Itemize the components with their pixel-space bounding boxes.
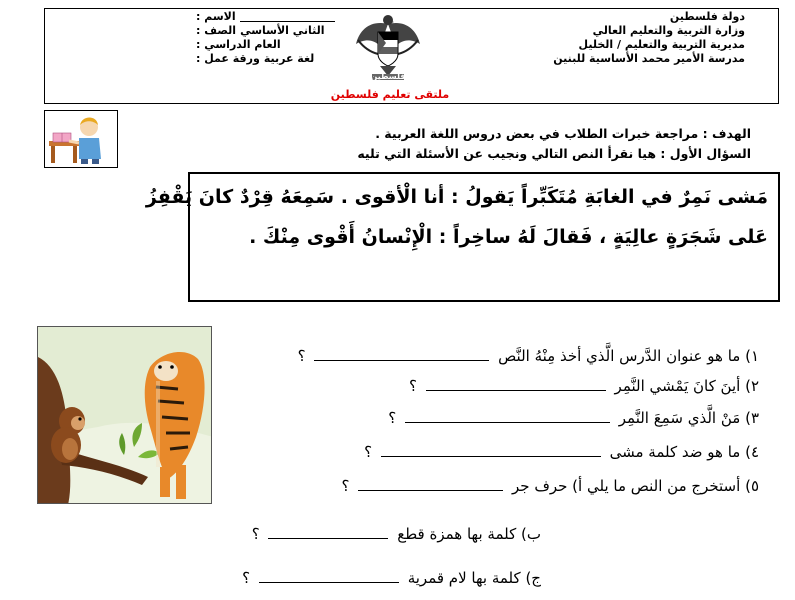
class-label: الصف :	[196, 24, 237, 37]
question-number: ٢)	[745, 377, 759, 395]
question-mark: ؟	[242, 569, 251, 587]
question-text: أستخرج من النص ما يلي أ) حرف جر	[512, 477, 741, 495]
class-value: الثاني الأساسي	[240, 24, 325, 37]
question-mark: ؟	[409, 377, 417, 395]
worksheet-value: لغة عربية	[263, 52, 315, 65]
worksheet-label: ورقة عمل :	[196, 52, 260, 65]
question-mark: ؟	[251, 525, 260, 543]
question-text: كلمة بها لام قمرية	[407, 569, 521, 587]
answer-blank[interactable]	[268, 524, 388, 539]
reading-passage-box	[145, 172, 780, 302]
emblem-caption: فلسطين	[370, 72, 406, 81]
answer-blank[interactable]	[314, 346, 489, 361]
directorate-name: مديرية التربية والتعليم / الخليل	[578, 38, 745, 51]
question-one-text: هيا نقرأ النص التالي ونجيب عن الأسئلة التي تليه	[357, 146, 657, 161]
answer-blank[interactable]	[358, 476, 503, 491]
question-4	[364, 442, 759, 461]
passage-line-2: عَلى شَجَرَةٍ عالِيَةٍ ، فَقالَ لَهُ ساخِراً : الْإِنْسانُ أَقْوى مِنْكَ .	[249, 226, 768, 248]
objective-text: مراجعة خبرات الطلاب في بعض دروس اللغة العربية .	[375, 126, 699, 141]
question-2	[409, 376, 759, 395]
question-mark: ؟	[364, 443, 373, 461]
question-text: أينَ كانَ يَمْشي النَّمِر	[614, 377, 741, 395]
question-5a	[341, 476, 759, 495]
answer-blank[interactable]	[259, 568, 399, 583]
question-number: ٥)	[745, 477, 759, 495]
student-info-block	[196, 10, 346, 66]
question-mark: ؟	[388, 409, 397, 427]
question-text: ما هو عنوان الدَّرس الَّذي أخذ مِنْهُ النَّص	[498, 347, 741, 365]
answer-blank[interactable]	[426, 376, 606, 391]
question-mark: ؟	[297, 347, 306, 365]
question-number: ج)	[525, 569, 541, 587]
question-text: كلمة بها همزة قطع	[397, 525, 517, 543]
monkey-tiger-illustration	[37, 326, 212, 504]
question-number: ٤)	[745, 443, 759, 461]
question-text: ما هو ضد كلمة مشى	[609, 443, 741, 461]
objective-label: الهدف :	[702, 126, 751, 141]
question-text: مَنْ الَّذي سَمِعَ النَّمِر	[618, 409, 741, 427]
name-blank[interactable]	[240, 10, 335, 22]
state-name: دولة فلسطين	[669, 10, 745, 23]
answer-blank[interactable]	[405, 408, 610, 423]
question-5b	[252, 524, 541, 543]
question-5c	[242, 568, 541, 587]
ministry-block	[545, 10, 745, 66]
forum-label: ملتقى تعليم فلسطين	[330, 88, 450, 101]
objective-line	[375, 126, 751, 141]
answer-blank[interactable]	[381, 442, 601, 457]
passage-line-1: مَشى نَمِرٌ في الغابَةِ مُتَكَبِّراً يَقولُ : أنا الْأقوى . سَمِعَهُ قِرْدٌ كانَ يَقْفِزُ	[145, 186, 768, 208]
question-number: ١)	[745, 347, 759, 365]
question-number: ٣)	[745, 409, 759, 427]
question-3	[388, 408, 759, 427]
ministry-name: وزارة التربية والتعليم العالي	[592, 24, 745, 37]
school-name: مدرسة الأمير محمد الأساسية للبنين	[553, 52, 745, 65]
question-mark: ؟	[341, 477, 350, 495]
question-one-label: السؤال الأول :	[660, 146, 751, 161]
question-one-line	[357, 146, 751, 161]
eagle-emblem-icon	[352, 10, 424, 88]
question-number: ب)	[521, 525, 541, 543]
question-1	[298, 346, 759, 365]
year-label: العام الدراسي :	[196, 38, 281, 51]
kid-reading-picture	[44, 110, 118, 168]
name-label: الاسم :	[196, 10, 236, 23]
